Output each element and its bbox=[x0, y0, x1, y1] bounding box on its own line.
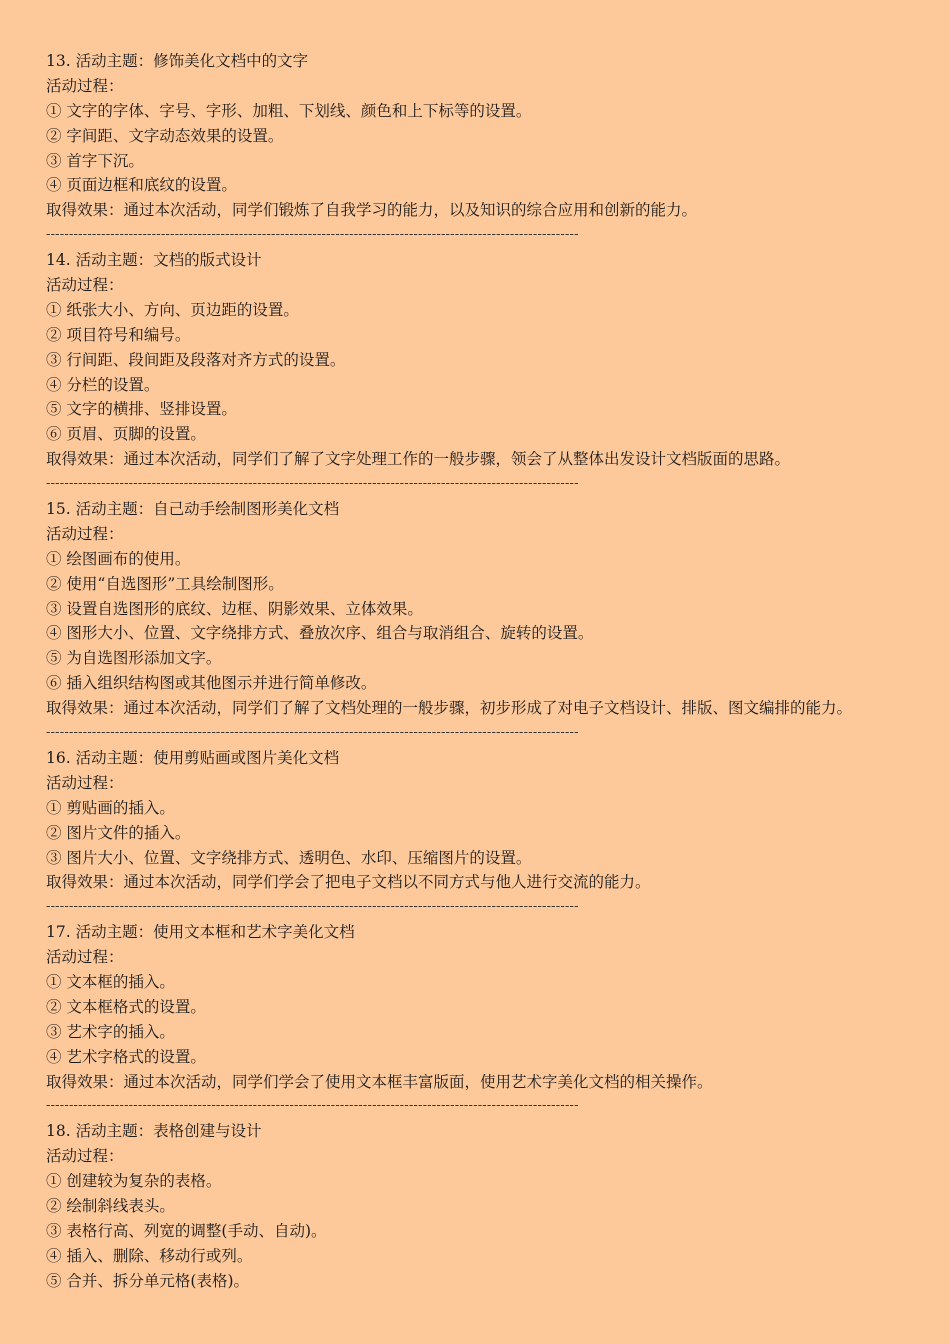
process-item: ② 项目符号和编号。 bbox=[46, 325, 191, 344]
process-item: ① 文本框的插入。 bbox=[46, 972, 175, 991]
process-item: ③ 艺术字的插入。 bbox=[46, 1022, 175, 1041]
result-text: 取得效果：通过本次活动，同学们学会了把电子文档以不同方式与他人进行交流的能力。 bbox=[46, 873, 651, 892]
process-item: ① 剪贴画的插入。 bbox=[46, 798, 175, 817]
activity-section-15 bbox=[46, 497, 920, 746]
dashed-separator: -------------------------------------------------------------------------------------------------------------------- bbox=[46, 1098, 579, 1114]
process-label: 活动过程： bbox=[46, 1147, 124, 1166]
dashed-separator: -------------------------------------------------------------------------------------------------------------------- bbox=[46, 899, 579, 915]
process-item: ⑥ 插入组织结构图或其他图示并进行简单修改。 bbox=[46, 674, 377, 693]
process-item: ② 使用“自选图形”工具绘制图形。 bbox=[46, 574, 284, 593]
process-label: 活动过程： bbox=[46, 773, 124, 792]
process-item: ④ 页面边框和底纹的设置。 bbox=[46, 176, 237, 195]
process-item: ④ 图形大小、位置、文字绕排方式、叠放次序、组合与取消组合、旋转的设置。 bbox=[46, 624, 594, 643]
process-item: ② 字间距、文字动态效果的设置。 bbox=[46, 126, 284, 145]
result-text: 取得效果：通过本次活动，同学们锻炼了自我学习的能力，以及知识的综合应用和创新的能力。 bbox=[46, 201, 698, 220]
process-item: ② 文本框格式的设置。 bbox=[46, 997, 206, 1016]
section-title: 16. 活动主题：使用剪贴画或图片美化文档 bbox=[46, 748, 340, 767]
dashed-separator: -------------------------------------------------------------------------------------------------------------------- bbox=[46, 725, 579, 741]
activity-section-13 bbox=[46, 49, 920, 248]
dashed-separator: -------------------------------------------------------------------------------------------------------------------- bbox=[46, 227, 579, 243]
process-item: ① 文字的字体、字号、字形、加粗、下划线、颜色和上下标等的设置。 bbox=[46, 101, 532, 120]
process-item: ① 纸张大小、方向、页边距的设置。 bbox=[46, 300, 299, 319]
activity-section-17 bbox=[46, 920, 920, 1119]
process-item: ⑤ 为自选图形添加文字。 bbox=[46, 649, 222, 668]
result-text: 取得效果：通过本次活动，同学们学会了使用文本框丰富版面，使用艺术字美化文档的相关操作。 bbox=[46, 1072, 713, 1091]
process-item: ② 图片文件的插入。 bbox=[46, 823, 191, 842]
process-item: ③ 图片大小、位置、文字绕排方式、透明色、水印、压缩图片的设置。 bbox=[46, 848, 532, 867]
process-item: ⑥ 页眉、页脚的设置。 bbox=[46, 425, 206, 444]
process-item: ④ 分栏的设置。 bbox=[46, 375, 160, 394]
process-item: ④ 插入、删除、移动行或列。 bbox=[46, 1246, 253, 1265]
section-title: 17. 活动主题：使用文本框和艺术字美化文档 bbox=[46, 923, 355, 942]
process-label: 活动过程： bbox=[46, 948, 124, 967]
dashed-separator: -------------------------------------------------------------------------------------------------------------------- bbox=[46, 476, 579, 492]
process-item: ③ 表格行高、列宽的调整(手动、自动)。 bbox=[46, 1221, 327, 1240]
process-label: 活动过程： bbox=[46, 524, 124, 543]
process-item: ⑤ 合并、拆分单元格(表格)。 bbox=[46, 1271, 250, 1290]
result-text: 取得效果：通过本次活动，同学们了解了文档处理的一般步骤，初步形成了对电子文档设计、排版、图文编排的能力。 bbox=[46, 699, 853, 718]
process-item: ③ 设置自选图形的底纹、边框、阴影效果、立体效果。 bbox=[46, 599, 423, 618]
result-text: 取得效果：通过本次活动，同学们了解了文字处理工作的一般步骤，领会了从整体出发设计文档版面的思路。 bbox=[46, 450, 791, 469]
section-title: 15. 活动主题：自己动手绘制图形美化文档 bbox=[46, 500, 340, 519]
activity-section-14 bbox=[46, 248, 920, 497]
activity-section-16 bbox=[46, 746, 920, 920]
process-item: ② 绘制斜线表头。 bbox=[46, 1196, 175, 1215]
process-item: ③ 首字下沉。 bbox=[46, 151, 144, 170]
activity-section-18 bbox=[46, 1119, 920, 1293]
process-label: 活动过程： bbox=[46, 76, 124, 95]
process-item: ④ 艺术字格式的设置。 bbox=[46, 1047, 206, 1066]
process-label: 活动过程： bbox=[46, 276, 124, 295]
process-item: ⑤ 文字的横排、竖排设置。 bbox=[46, 400, 237, 419]
section-title: 13. 活动主题：修饰美化文档中的文字 bbox=[46, 52, 309, 70]
section-title: 14. 活动主题：文档的版式设计 bbox=[46, 251, 262, 270]
process-item: ③ 行间距、段间距及段落对齐方式的设置。 bbox=[46, 350, 346, 369]
section-title: 18. 活动主题：表格创建与设计 bbox=[46, 1122, 262, 1141]
process-item: ① 绘图画布的使用。 bbox=[46, 549, 191, 568]
process-item: ① 创建较为复杂的表格。 bbox=[46, 1172, 222, 1191]
